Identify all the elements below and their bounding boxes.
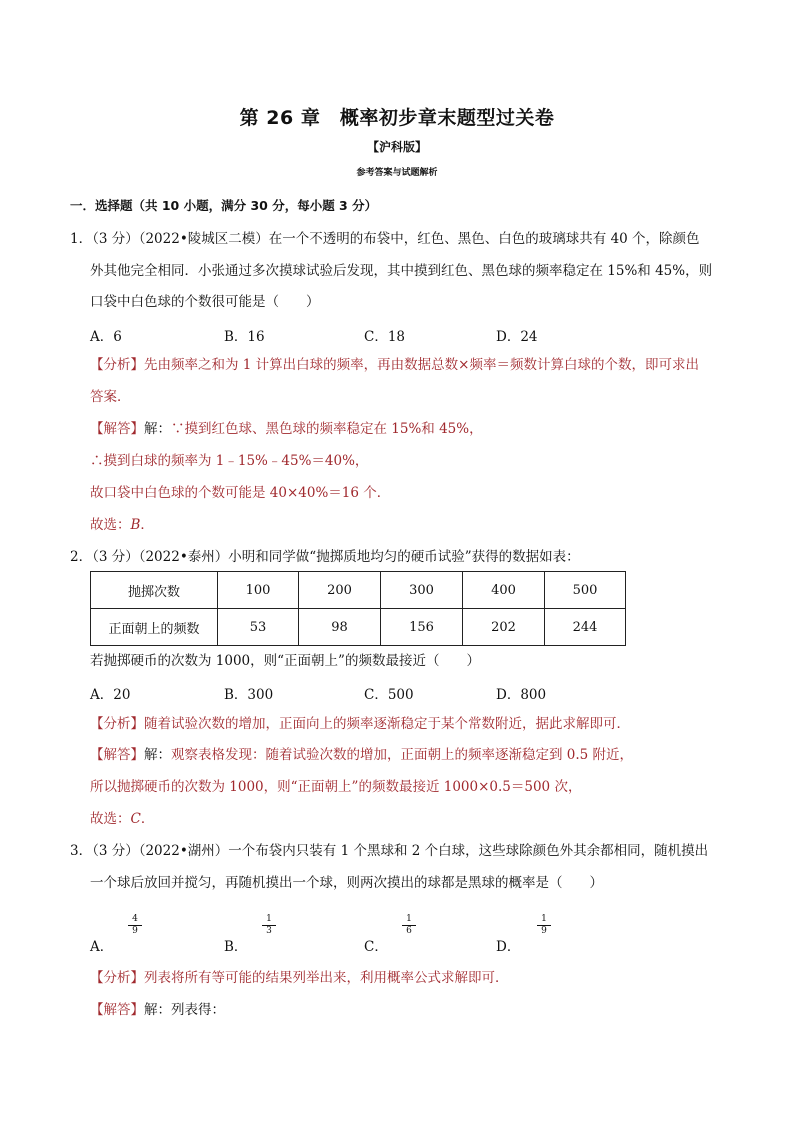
q2-option-d: D．800: [496, 687, 547, 703]
q1-analysis-line-2: 答案．: [90, 389, 131, 405]
q3-analysis-line-1: [90, 969, 509, 987]
q2-answer-line: [90, 810, 154, 828]
fraction-numerator: 4: [128, 914, 142, 926]
q3-stem-line-2: 一个球后放回并搅匀，再随机摸出一个球，则两次摸出的球都是黑球的概率是（ ）: [90, 875, 603, 891]
q3-option-d: D．: [496, 939, 521, 955]
q1-stem-line-2: 外其他完全相同．小张通过多次摸球试验后发现，其中摸到红色、黑色球的频率稳定在 15%和 45%，则: [90, 263, 713, 279]
solution-label: 【解答】: [90, 747, 144, 763]
table-cell: 500: [545, 572, 626, 609]
q3-option-c-fraction: [402, 914, 416, 937]
q1-solution-line-1: [90, 420, 483, 438]
fraction-denominator: 6: [406, 926, 412, 936]
fraction-denominator: 3: [266, 926, 272, 936]
table-cell: 53: [218, 609, 299, 646]
q3-option-b: B．: [224, 939, 248, 955]
analysis-text: 列表将所有等可能的结果列举出来，利用概率公式求解即可．: [144, 970, 509, 986]
table-row: [91, 572, 626, 609]
fraction-numerator: 1: [402, 914, 416, 926]
q3-solution-line-1: [90, 1001, 225, 1019]
analysis-label: 【分析】: [90, 357, 144, 373]
q2-option-c: C．500: [364, 687, 414, 703]
q3-option-a: A．: [90, 939, 114, 955]
q2-stem-line-2: 若抛掷硬币的次数为 1000，则“正面朝上”的频数最接近（ ）: [90, 653, 480, 669]
table-cell: 98: [299, 609, 381, 646]
table-cell: 100: [218, 572, 299, 609]
analysis-label: 【分析】: [90, 970, 144, 986]
table-cell: 300: [381, 572, 463, 609]
answer-choice: B: [130, 517, 141, 533]
q3-option-d-fraction: [537, 914, 551, 937]
page-title: 第 26 章 概率初步章末题型过关卷: [239, 107, 555, 129]
q2-solution-line-1: [90, 746, 633, 764]
fraction-numerator: 1: [262, 914, 276, 926]
solution-text: ∵摸到红色球、黑色球的频率稳定在 15%和 45%，: [171, 421, 483, 437]
answer-suffix: ．: [140, 811, 155, 827]
answer-prefix: 故选：: [90, 811, 131, 827]
q1-option-c: C．18: [364, 329, 406, 345]
analysis-label: 【分析】: [90, 716, 144, 732]
section-heading: 一．选择题（共 10 小题，满分 30 分，每小题 3 分）: [70, 198, 378, 213]
solution-prefix: 解：: [144, 747, 171, 763]
solution-label: 【解答】: [90, 1002, 144, 1018]
fraction-denominator: 9: [541, 926, 547, 936]
answer-note: 参考答案与试题解析: [356, 168, 438, 178]
table-cell: 400: [463, 572, 545, 609]
q1-solution-line-3: 故口袋中白色球的个数可能是 40×40%＝16 个．: [90, 485, 391, 501]
solution-text: 解：列表得：: [144, 1002, 225, 1018]
q2-solution-line-2: 所以抛掷硬币的次数为 1000，则“正面朝上”的频数最接近 1000×0.5＝500 次，: [90, 779, 582, 795]
table-cell: 抛掷次数: [91, 572, 218, 609]
frequency-table: [90, 571, 626, 646]
q1-answer-line: [90, 516, 154, 534]
fraction-denominator: 9: [132, 926, 138, 936]
answer-suffix: ．: [140, 517, 154, 533]
edition-label: 【沪科版】: [366, 140, 427, 154]
q3-stem-line-1: 3．（3 分）（2022•湖州）一个布袋内只装有 1 个黑球和 2 个白球，这些球除颜色外其余都相同，随机摸出: [70, 843, 709, 859]
q1-option-a: A．6: [90, 329, 122, 345]
q1-option-d: D．24: [496, 329, 538, 345]
analysis-text: 随着试验次数的增加，正面向上的频率逐渐稳定于某个常数附近，据此求解即可．: [144, 716, 630, 732]
answer-prefix: 故选：: [90, 517, 131, 533]
q2-option-b: B．300: [224, 687, 274, 703]
q2-analysis-line-1: [90, 715, 630, 733]
solution-label: 【解答】: [90, 421, 144, 437]
q1-stem-line-1: 1．（3 分）（2022•陵城区二模）在一个不透明的布袋中，红色、黑色、白色的玻璃球共有 40 个，除颜色: [70, 231, 700, 247]
q1-analysis-line-1: [90, 356, 699, 374]
table-row: [91, 609, 626, 646]
q1-stem-line-3: 口袋中白色球的个数很可能是（ ）: [90, 294, 320, 310]
solution-prefix: 解：: [144, 421, 171, 437]
q2-option-a: A．20: [90, 687, 131, 703]
q3-option-a-fraction: [128, 914, 142, 937]
table-cell: 200: [299, 572, 381, 609]
q2-stem-line-1: 2．（3 分）（2022•泰州）小明和同学做“抛掷质地均匀的硬币试验”获得的数据如表：: [70, 549, 580, 565]
q1-solution-line-2: ∴摸到白球的频率为 1﹣15%﹣45%＝40%，: [90, 453, 369, 469]
analysis-text: 先由频率之和为 1 计算出白球的频率，再由数据总数×频率＝频数计算白球的个数，即可求出: [144, 357, 699, 373]
table-cell: 正面朝上的频数: [91, 609, 218, 646]
q3-option-c: C．: [364, 939, 388, 955]
answer-choice: C: [130, 811, 141, 827]
table-cell: 244: [545, 609, 626, 646]
fraction-numerator: 1: [537, 914, 551, 926]
q3-option-b-fraction: [262, 914, 276, 937]
table-cell: 202: [463, 609, 545, 646]
table-cell: 156: [381, 609, 463, 646]
q1-option-b: B．16: [224, 329, 265, 345]
solution-text: 观察表格发现：随着试验次数的增加，正面朝上的频率逐渐稳定到 0.5 附近，: [171, 747, 634, 763]
